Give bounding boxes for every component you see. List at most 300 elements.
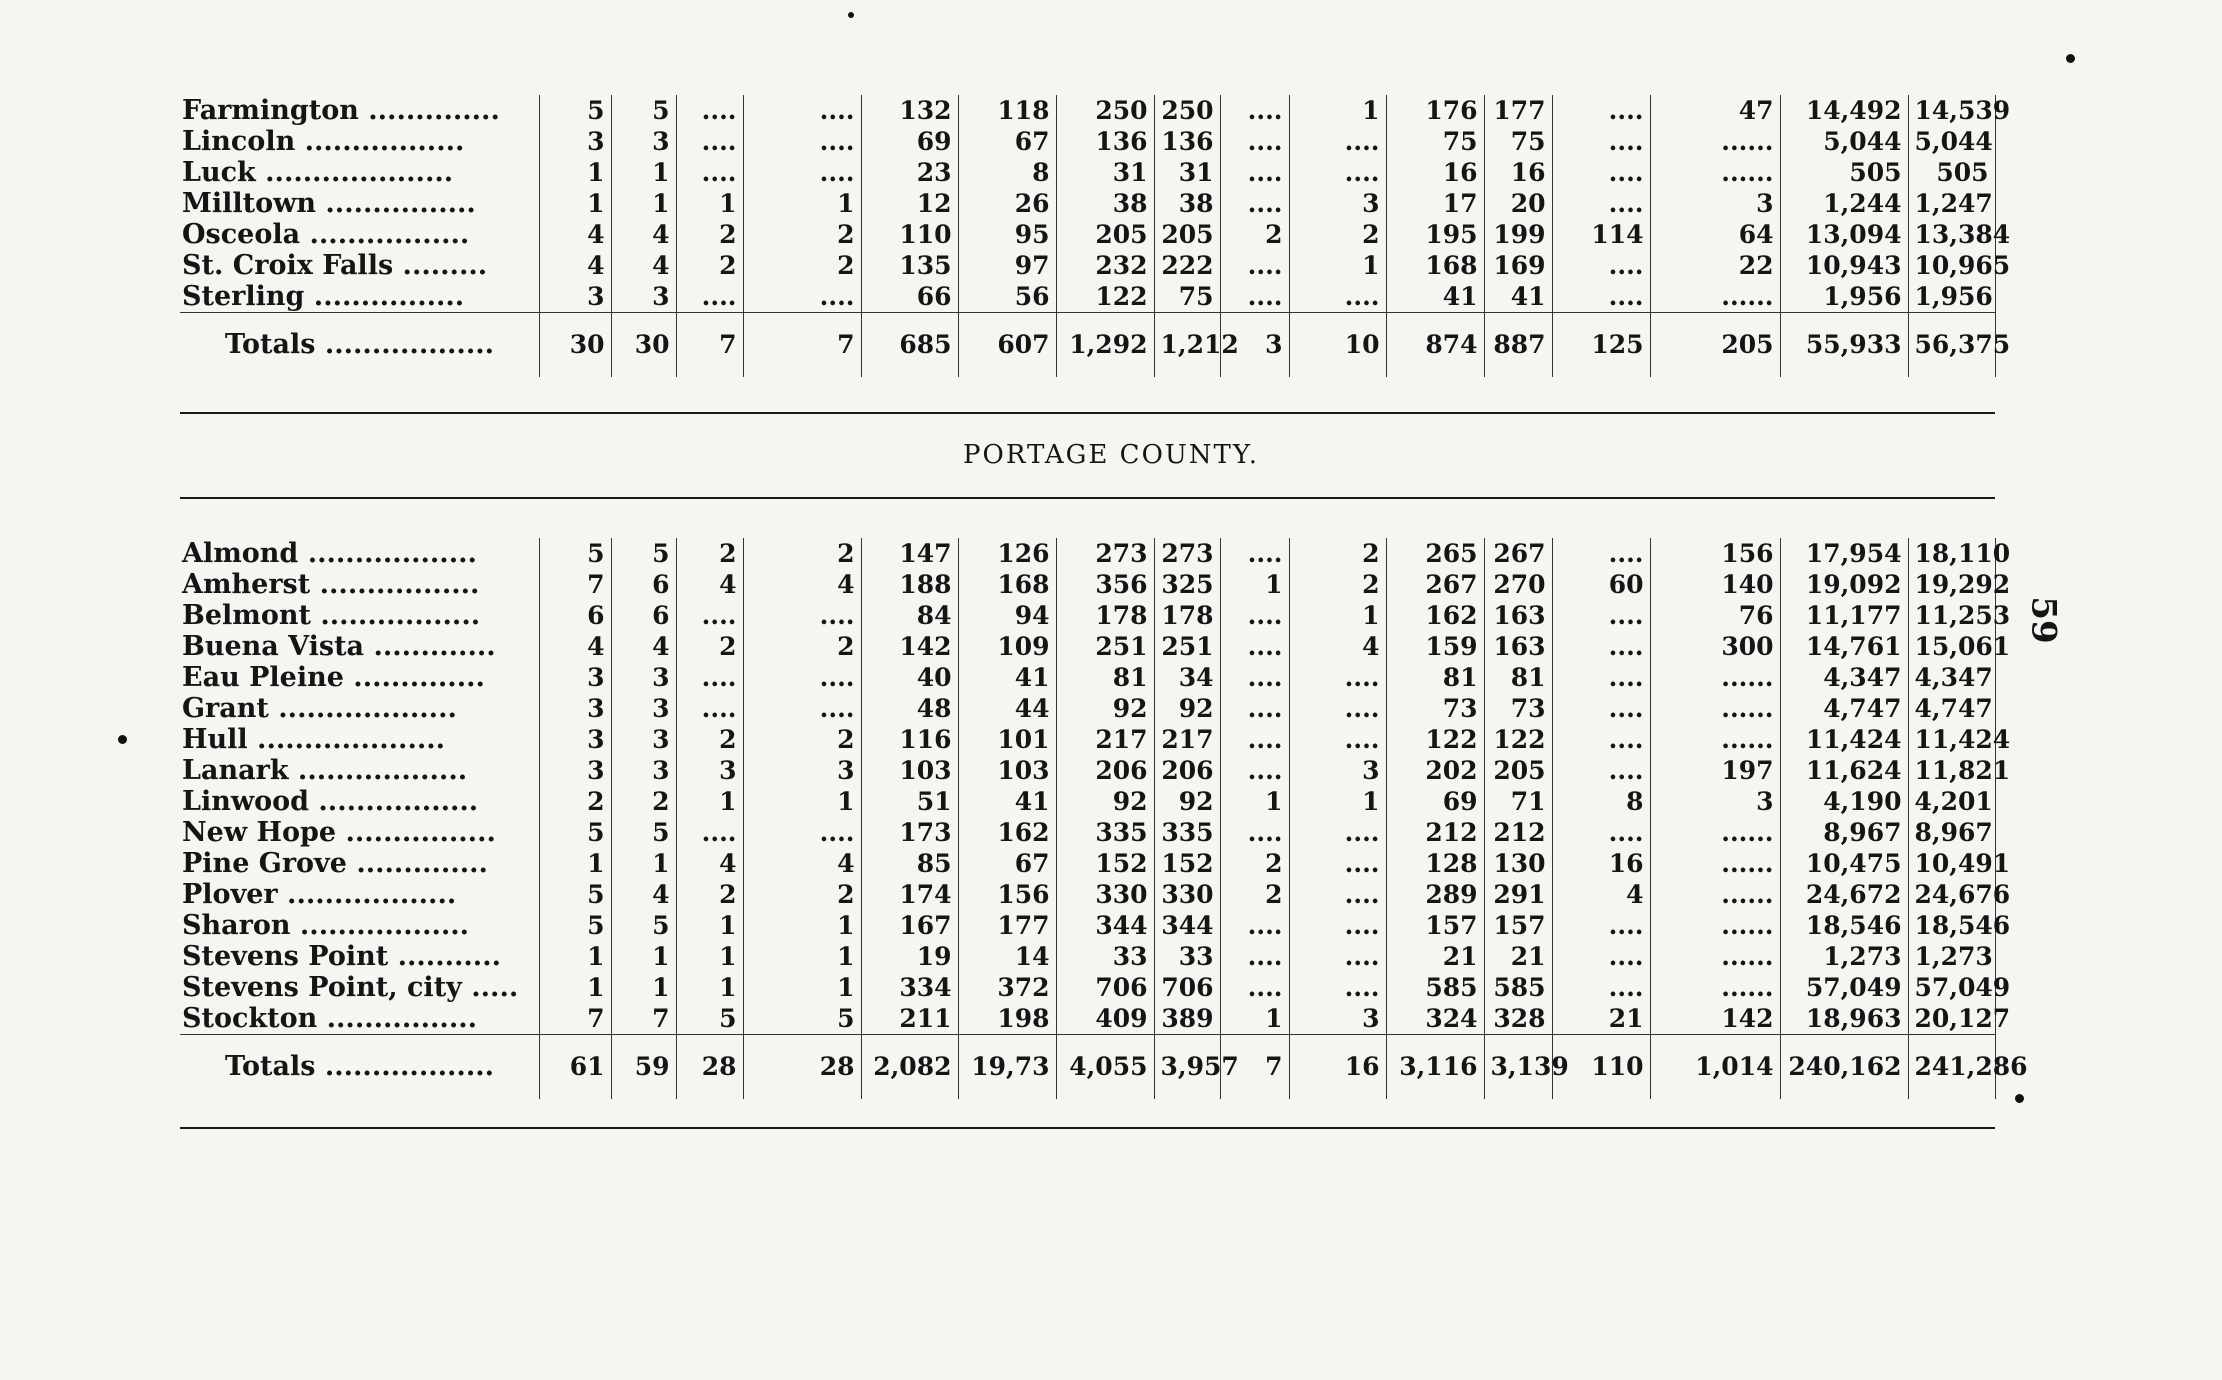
table-cell: 5,044 <box>1908 126 1995 157</box>
table-cell: 11,177 <box>1780 600 1908 631</box>
table-cell: 1 <box>611 848 676 879</box>
table-cell: 1 <box>539 941 611 972</box>
township-name: Lincoln ................. <box>182 126 465 157</box>
table-cell: 4,347 <box>1908 662 1995 693</box>
table-cell: 4 <box>676 848 743 879</box>
table-cell: 136 <box>1056 126 1154 157</box>
table-cell: 14,492 <box>1780 95 1908 126</box>
table-cell: 265 <box>1386 538 1484 569</box>
table-row <box>180 724 1995 755</box>
dot-leader <box>477 281 539 313</box>
table-cell: 18,110 <box>1908 538 1995 569</box>
table-cell: 122 <box>1056 281 1154 313</box>
table-cell: 267 <box>1386 569 1484 600</box>
table-cell: 585 <box>1484 972 1552 1003</box>
dot-leader <box>477 569 539 600</box>
table-cell: 267 <box>1484 538 1552 569</box>
table-cell: 1 <box>611 972 676 1003</box>
table-cell: 211 <box>861 1003 958 1035</box>
table-cell: 94 <box>958 600 1056 631</box>
table-cell: 21 <box>1386 941 1484 972</box>
table-cell: 177 <box>1484 95 1552 126</box>
table-cell: 212 <box>1386 817 1484 848</box>
table-cell: 2 <box>539 786 611 817</box>
table-cell: 389 <box>1154 1003 1220 1035</box>
table-cell: 81 <box>1386 662 1484 693</box>
table-cell: 116 <box>861 724 958 755</box>
township-name: Pine Grove .............. <box>182 848 488 879</box>
table-cell: 334 <box>861 972 958 1003</box>
table-cell: 4 <box>1289 631 1386 662</box>
township-name: New Hope ................ <box>182 817 496 848</box>
table-body <box>180 95 2011 377</box>
table-cell: 4 <box>539 219 611 250</box>
table-cell: .... <box>1289 693 1386 724</box>
county-heading: PORTAGE COUNTY. <box>963 440 1259 470</box>
table-cell: .... <box>1552 157 1650 188</box>
table-cell: 177 <box>958 910 1056 941</box>
table-cell: .... <box>1552 941 1650 972</box>
table-row <box>180 972 1995 1003</box>
table-cell: 607 <box>958 313 1056 378</box>
table-row <box>180 250 1995 281</box>
table-cell: 505 <box>1780 157 1908 188</box>
table-cell: 4 <box>743 848 861 879</box>
dot-leader <box>477 786 539 817</box>
table-cell: 8,967 <box>1908 817 1995 848</box>
table-cell: 44 <box>958 693 1056 724</box>
table-cell: 1 <box>1289 600 1386 631</box>
table-row <box>180 817 1995 848</box>
table-cell: 372 <box>958 972 1056 1003</box>
township-name: Stevens Point, city ..... <box>182 972 519 1003</box>
table-cell: 2 <box>743 724 861 755</box>
table-cell: 118 <box>958 95 1056 126</box>
table-cell: ...... <box>1650 910 1780 941</box>
table-cell: 10,965 <box>1908 250 1995 281</box>
table-cell: 199 <box>1484 219 1552 250</box>
table-cell: 3 <box>611 755 676 786</box>
table-cell: 251 <box>1056 631 1154 662</box>
table-cell: 6 <box>611 569 676 600</box>
table-cell: .... <box>676 157 743 188</box>
township-name: Almond .................. <box>182 538 477 569</box>
table-row <box>180 848 1995 879</box>
table-cell: 1 <box>611 941 676 972</box>
table-row <box>180 538 1995 569</box>
table-cell: 109 <box>958 631 1056 662</box>
table-cell: 132 <box>861 95 958 126</box>
table-cell: 1 <box>743 188 861 219</box>
table-cell: 19,73 <box>958 1035 1056 1100</box>
table-cell: 92 <box>1056 693 1154 724</box>
table-row <box>180 569 1995 600</box>
table-row <box>180 1003 1995 1035</box>
table-cell: 55,933 <box>1780 313 1908 378</box>
table-cell: 5 <box>611 95 676 126</box>
table-cell: 1 <box>539 848 611 879</box>
table-cell: 1 <box>676 786 743 817</box>
ink-speck <box>118 735 127 744</box>
table-cell: 1 <box>676 972 743 1003</box>
table-cell: .... <box>1289 724 1386 755</box>
table-cell: 409 <box>1056 1003 1154 1035</box>
ink-speck <box>2066 54 2075 63</box>
table-cell: 1 <box>611 157 676 188</box>
table-cell: 28 <box>676 1035 743 1100</box>
table-cell: 4 <box>611 219 676 250</box>
table-cell: 273 <box>1154 538 1220 569</box>
table-cell: 251 <box>1154 631 1220 662</box>
table-cell: 289 <box>1386 879 1484 910</box>
table-cell: 152 <box>1154 848 1220 879</box>
page-number: 59 <box>2023 596 2064 644</box>
table-cell: .... <box>1289 941 1386 972</box>
table-cell: 324 <box>1386 1003 1484 1035</box>
table-cell: ...... <box>1650 126 1780 157</box>
table-cell: ...... <box>1650 972 1780 1003</box>
table-cell: 17,954 <box>1780 538 1908 569</box>
table-cell: .... <box>1552 631 1650 662</box>
township-name: Sharon .................. <box>182 910 470 941</box>
table-cell: .... <box>743 662 861 693</box>
table-cell: 159 <box>1386 631 1484 662</box>
table-cell: 2 <box>676 538 743 569</box>
table-cell: .... <box>1552 693 1650 724</box>
table-cell: 1 <box>1220 786 1289 817</box>
table-cell: 1,292 <box>1056 313 1154 378</box>
table-cell: 51 <box>861 786 958 817</box>
table-cell: .... <box>743 126 861 157</box>
township-table <box>180 538 2028 1099</box>
table-cell: 69 <box>861 126 958 157</box>
table-cell: .... <box>1220 724 1289 755</box>
table-cell: 130 <box>1484 848 1552 879</box>
table-cell: 147 <box>861 538 958 569</box>
table-cell: .... <box>676 662 743 693</box>
table-cell: 8 <box>1552 786 1650 817</box>
table-cell: 685 <box>861 313 958 378</box>
table-cell: .... <box>1220 95 1289 126</box>
table-cell: 3 <box>1650 188 1780 219</box>
table-cell: 101 <box>958 724 1056 755</box>
table-row <box>180 941 1995 972</box>
table-cell: 188 <box>861 569 958 600</box>
table-cell: .... <box>1220 126 1289 157</box>
table-cell: 2 <box>676 219 743 250</box>
table-cell: 92 <box>1154 786 1220 817</box>
table-cell: 61 <box>539 1035 611 1100</box>
table-cell: .... <box>1289 972 1386 1003</box>
table-cell: 3 <box>611 662 676 693</box>
table-cell: 7 <box>539 569 611 600</box>
table-cell: 110 <box>1552 1035 1650 1100</box>
dot-leader <box>477 879 539 910</box>
table-cell: 122 <box>1484 724 1552 755</box>
table-cell: .... <box>1552 910 1650 941</box>
table-cell: 3,116 <box>1386 1035 1484 1100</box>
table-cell: 11,253 <box>1908 600 1995 631</box>
table-row <box>180 693 1995 724</box>
table-cell: .... <box>1289 879 1386 910</box>
table-cell: ...... <box>1650 724 1780 755</box>
table-cell: 41 <box>958 786 1056 817</box>
table-cell: 887 <box>1484 313 1552 378</box>
totals-label: Totals .................. <box>180 313 477 378</box>
table-cell: 3 <box>1220 313 1289 378</box>
table-cell: 1 <box>1289 95 1386 126</box>
table-cell: 75 <box>1386 126 1484 157</box>
table-cell: 31 <box>1154 157 1220 188</box>
table-cell: 7 <box>611 1003 676 1035</box>
table-cell: 330 <box>1056 879 1154 910</box>
dot-leader <box>477 126 539 157</box>
table-cell: 1 <box>539 188 611 219</box>
table-cell: 195 <box>1386 219 1484 250</box>
table-cell: 56,375 <box>1908 313 1995 378</box>
table-cell: 122 <box>1386 724 1484 755</box>
table-cell: .... <box>1220 157 1289 188</box>
dot-leader <box>477 724 539 755</box>
table-cell: .... <box>1289 281 1386 313</box>
table-cell: 505 <box>1908 157 1995 188</box>
table-cell: 11,821 <box>1908 755 1995 786</box>
table-cell: .... <box>1289 848 1386 879</box>
table-cell: 41 <box>1386 281 1484 313</box>
table-cell: 2 <box>743 250 861 281</box>
table-cell: .... <box>676 693 743 724</box>
table-cell: 140 <box>1650 569 1780 600</box>
table-cell: .... <box>1220 941 1289 972</box>
table-cell: .... <box>676 600 743 631</box>
table-cell: 13,384 <box>1908 219 1995 250</box>
township-name: St. Croix Falls ......... <box>182 250 488 281</box>
table-cell: 5 <box>611 538 676 569</box>
table-cell: 92 <box>1056 786 1154 817</box>
table-row <box>180 631 1995 662</box>
dot-leader <box>477 693 539 724</box>
totals-row <box>180 1035 1995 1100</box>
table-cell: 67 <box>958 126 1056 157</box>
dot-leader <box>477 188 539 219</box>
table-cell: 3 <box>539 126 611 157</box>
table-cell: 1 <box>743 941 861 972</box>
table-cell: .... <box>743 95 861 126</box>
table-cell: 18,963 <box>1780 1003 1908 1035</box>
table-cell: 114 <box>1552 219 1650 250</box>
table-cell: 8,967 <box>1780 817 1908 848</box>
township-table <box>180 95 2011 377</box>
table-cell: 38 <box>1154 188 1220 219</box>
township-name: Plover .................. <box>182 879 457 910</box>
table-cell: 344 <box>1056 910 1154 941</box>
table-cell: 4,747 <box>1908 693 1995 724</box>
table-cell: 205 <box>1650 313 1780 378</box>
table-cell: 1 <box>743 972 861 1003</box>
table-cell: 31 <box>1056 157 1154 188</box>
dot-leader <box>477 219 539 250</box>
table-cell: 335 <box>1154 817 1220 848</box>
table-cell: 6 <box>611 600 676 631</box>
table-cell: 4 <box>539 250 611 281</box>
table-row <box>180 95 1995 126</box>
table-row <box>180 219 1995 250</box>
table-cell: .... <box>676 281 743 313</box>
table-cell: 71 <box>1484 786 1552 817</box>
table-cell: 11,624 <box>1780 755 1908 786</box>
totals-label: Totals .................. <box>180 1035 477 1100</box>
table-cell: 110 <box>861 219 958 250</box>
table-cell: 12 <box>861 188 958 219</box>
dot-leader <box>477 910 539 941</box>
table-cell: 21 <box>1552 1003 1650 1035</box>
table-cell: 7 <box>743 313 861 378</box>
table-cell: ...... <box>1650 281 1780 313</box>
table-cell: .... <box>1552 188 1650 219</box>
table-cell: 103 <box>958 755 1056 786</box>
table-cell: 232 <box>1056 250 1154 281</box>
table-cell: 174 <box>861 879 958 910</box>
table-cell: 7 <box>539 1003 611 1035</box>
township-name: Stockton ................ <box>182 1003 478 1034</box>
table-cell: .... <box>1289 157 1386 188</box>
table-cell: 212 <box>1484 817 1552 848</box>
table-cell: 250 <box>1056 95 1154 126</box>
table-cell: 2 <box>676 631 743 662</box>
table-cell: 270 <box>1484 569 1552 600</box>
table-cell: 163 <box>1484 600 1552 631</box>
table-cell: 92 <box>1154 693 1220 724</box>
table-row <box>180 126 1995 157</box>
table-cell: 142 <box>861 631 958 662</box>
table-cell: 73 <box>1386 693 1484 724</box>
township-name: Stevens Point ........... <box>182 941 501 972</box>
table-cell: .... <box>743 600 861 631</box>
table-cell: 202 <box>1386 755 1484 786</box>
table-cell: 1 <box>743 786 861 817</box>
table-cell: 14,539 <box>1908 95 1995 126</box>
table-cell: 152 <box>1056 848 1154 879</box>
table-cell: 4,347 <box>1780 662 1908 693</box>
table-cell: .... <box>743 157 861 188</box>
table-cell: 2 <box>1220 879 1289 910</box>
table-cell: .... <box>1220 538 1289 569</box>
table-cell: 1,212 <box>1154 313 1220 378</box>
table-cell: 34 <box>1154 662 1220 693</box>
table-cell: 103 <box>861 755 958 786</box>
table-cell: 5 <box>539 538 611 569</box>
table-cell: 33 <box>1154 941 1220 972</box>
table-cell: 205 <box>1154 219 1220 250</box>
table-cell: .... <box>1220 631 1289 662</box>
township-name: Milltown ................ <box>182 188 476 219</box>
table-cell: .... <box>1552 724 1650 755</box>
table-cell: 3 <box>611 281 676 313</box>
township-name: Luck .................... <box>182 157 454 188</box>
table-cell: 240,162 <box>1780 1035 1908 1100</box>
table-cell: 2 <box>1289 219 1386 250</box>
table-cell: 1,244 <box>1780 188 1908 219</box>
table-cell: 19,292 <box>1908 569 1995 600</box>
table-cell: 176 <box>1386 95 1484 126</box>
table-cell: 47 <box>1650 95 1780 126</box>
table-cell: 330 <box>1154 879 1220 910</box>
horizontal-rule <box>180 1127 1995 1129</box>
table-cell: 241,286 <box>1908 1035 1995 1100</box>
table-cell: 24,676 <box>1908 879 1995 910</box>
table-cell: 48 <box>861 693 958 724</box>
table-cell: 135 <box>861 250 958 281</box>
township-name: Buena Vista ............. <box>182 631 496 662</box>
table-cell: 126 <box>958 538 1056 569</box>
table-cell: 3 <box>539 693 611 724</box>
table-cell: 20,127 <box>1908 1003 1995 1035</box>
table-cell: ...... <box>1650 941 1780 972</box>
table-cell: 1,014 <box>1650 1035 1780 1100</box>
table-cell: 1 <box>676 941 743 972</box>
table-cell: 3 <box>1289 755 1386 786</box>
table-cell: 162 <box>1386 600 1484 631</box>
table-cell: ...... <box>1650 817 1780 848</box>
table-cell: 19,092 <box>1780 569 1908 600</box>
table-cell: 3 <box>1650 786 1780 817</box>
table-cell: 11,424 <box>1908 724 1995 755</box>
table-cell: 3 <box>539 662 611 693</box>
table-cell: 76 <box>1650 600 1780 631</box>
table-cell: .... <box>743 817 861 848</box>
table-cell: 1,247 <box>1908 188 1995 219</box>
table-cell: 273 <box>1056 538 1154 569</box>
table-cell: 2 <box>611 786 676 817</box>
township-name: Grant ................... <box>182 693 457 724</box>
table-cell: 81 <box>1056 662 1154 693</box>
table-row <box>180 879 1995 910</box>
table-cell: 1 <box>1220 569 1289 600</box>
table-cell: 1,956 <box>1780 281 1908 313</box>
table-cell: .... <box>676 95 743 126</box>
table-cell: 66 <box>861 281 958 313</box>
table-cell: .... <box>676 817 743 848</box>
table-cell: 3 <box>1289 1003 1386 1035</box>
table-cell: .... <box>1220 910 1289 941</box>
table-cell: 3 <box>676 755 743 786</box>
table-cell: 3 <box>743 755 861 786</box>
table-cell: 205 <box>1484 755 1552 786</box>
table-cell: 206 <box>1154 755 1220 786</box>
table-cell: 57,049 <box>1908 972 1995 1003</box>
township-name: Sterling ................ <box>182 281 465 312</box>
table-cell: 163 <box>1484 631 1552 662</box>
table-cell: 16 <box>1484 157 1552 188</box>
township-name: Osceola ................. <box>182 219 470 250</box>
table-cell: 4 <box>676 569 743 600</box>
table-cell: 14 <box>958 941 1056 972</box>
table-cell: 3 <box>611 126 676 157</box>
township-name: Hull .................... <box>182 724 446 755</box>
table-cell: 33 <box>1056 941 1154 972</box>
table-cell: 142 <box>1650 1003 1780 1035</box>
table-cell: 16 <box>1289 1035 1386 1100</box>
table-cell: 3 <box>1289 188 1386 219</box>
table-cell: 3 <box>611 724 676 755</box>
table-cell: 30 <box>539 313 611 378</box>
table-cell: ...... <box>1650 157 1780 188</box>
table-cell: .... <box>1289 817 1386 848</box>
table-cell: 7 <box>676 313 743 378</box>
table-cell: 81 <box>1484 662 1552 693</box>
table-cell: 4,055 <box>1056 1035 1154 1100</box>
table-cell: 4,201 <box>1908 786 1995 817</box>
